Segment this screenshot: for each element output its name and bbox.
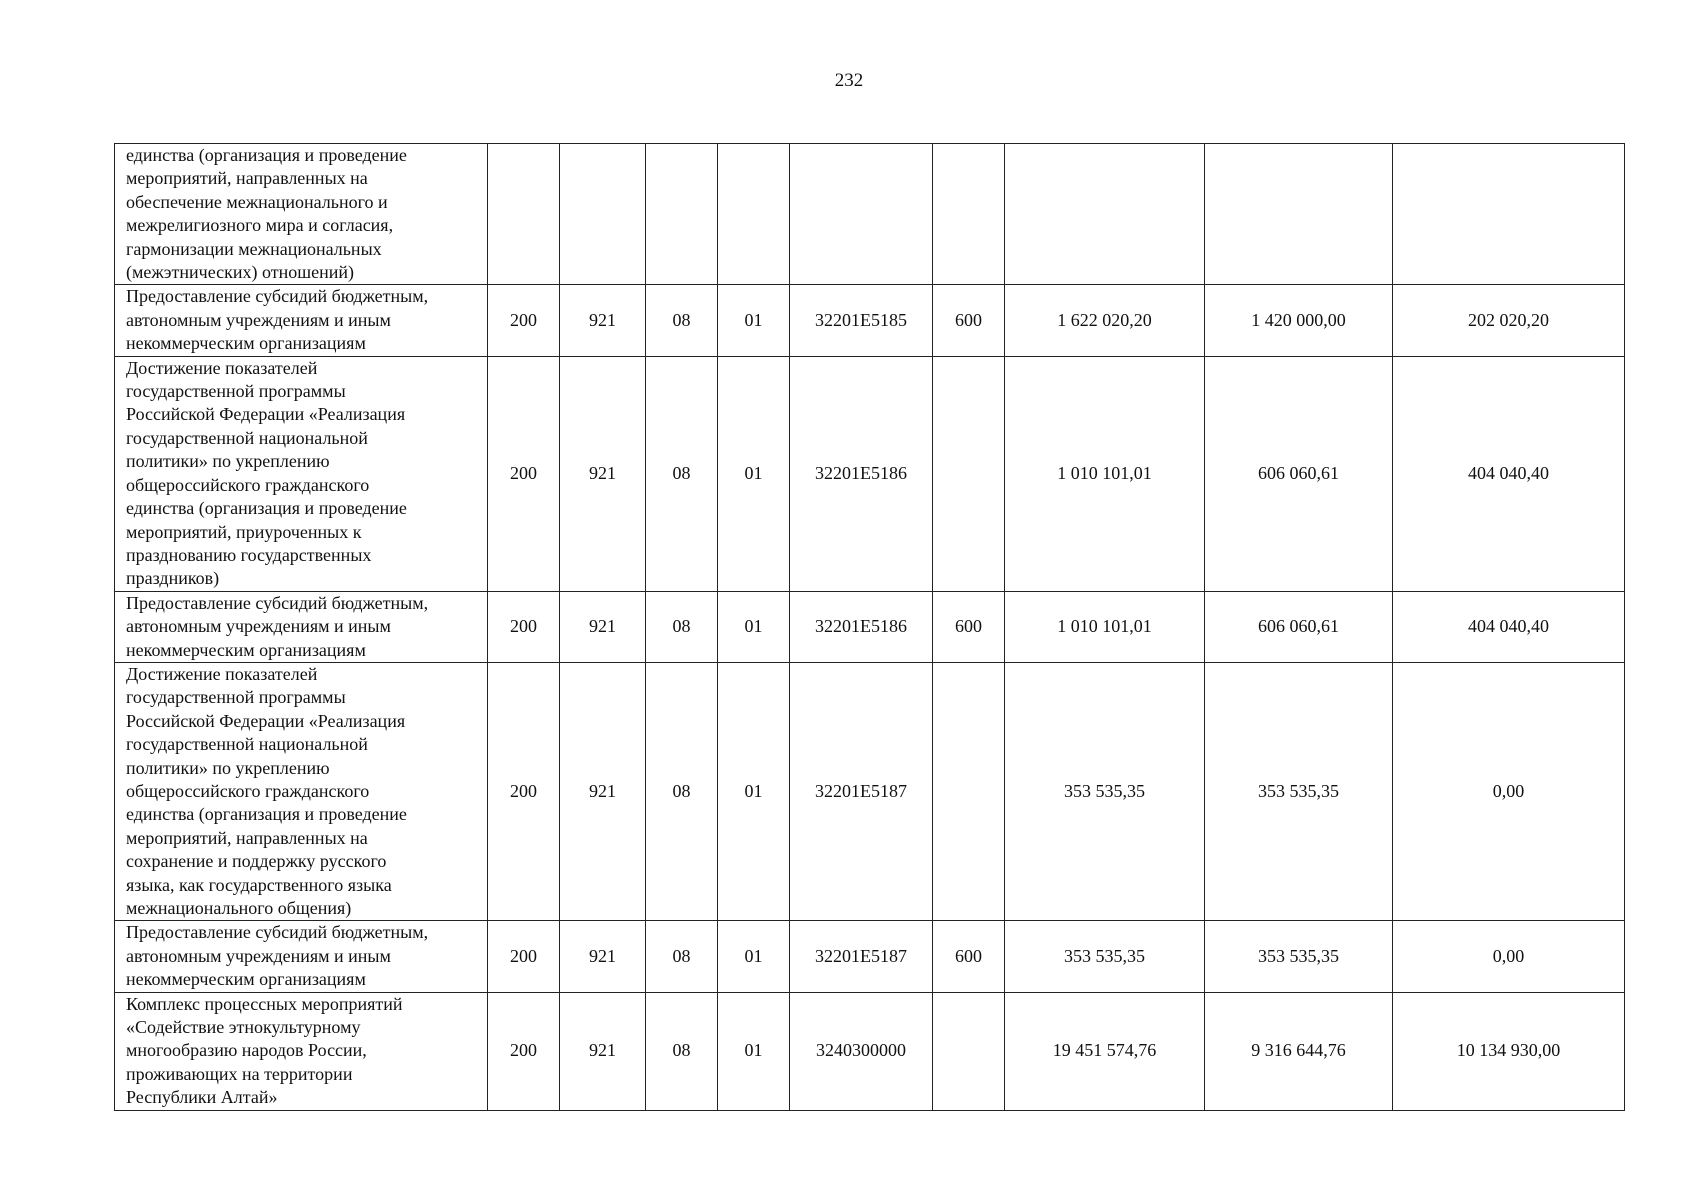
target-article-cell (790, 144, 933, 285)
description-line: государственной национальной (126, 427, 368, 448)
ministry-cell: 921 (560, 285, 646, 356)
subchapter-cell (718, 144, 790, 285)
section-cell: 200 (488, 921, 560, 992)
chapter-cell: 08 (646, 591, 718, 662)
ministry-cell (560, 144, 646, 285)
total-amount-cell: 19 451 574,76 (1005, 992, 1205, 1110)
description-cell (115, 992, 488, 1110)
expense-type-cell (933, 992, 1005, 1110)
description-line: государственной программы (126, 381, 346, 402)
section-cell (488, 144, 560, 285)
description-line: многообразию народов России, (126, 1040, 367, 1061)
republic-amount-cell: 0,00 (1393, 921, 1625, 992)
subchapter-cell: 01 (718, 662, 790, 920)
total-amount-cell: 1 622 020,20 (1005, 285, 1205, 356)
republic-amount-cell: 404 040,40 (1393, 591, 1625, 662)
expense-type-cell: 600 (933, 921, 1005, 992)
description-line: Республики Алтай» (126, 1087, 278, 1108)
expense-type-cell (933, 356, 1005, 591)
federal-amount-cell: 9 316 644,76 (1205, 992, 1393, 1110)
chapter-cell (646, 144, 718, 285)
description-line: Предоставление субсидий бюджетным, (126, 922, 429, 943)
description-cell (115, 144, 488, 285)
table-row (115, 662, 1625, 920)
section-cell: 200 (488, 992, 560, 1110)
table-row (115, 356, 1625, 591)
target-article-cell: 3240300000 (790, 992, 933, 1110)
subchapter-cell: 01 (718, 992, 790, 1110)
description-line: единства (организация и проведение (126, 804, 407, 825)
target-article-cell: 32201E5187 (790, 921, 933, 992)
target-article-cell: 32201E5186 (790, 591, 933, 662)
chapter-cell: 08 (646, 921, 718, 992)
expense-type-cell (933, 144, 1005, 285)
federal-amount-cell: 353 535,35 (1205, 921, 1393, 992)
subchapter-cell: 01 (718, 921, 790, 992)
description-line: политики» по укреплению (126, 757, 330, 778)
description-line: автономным учреждениям и иным (126, 309, 391, 330)
description-cell (115, 921, 488, 992)
description-line: языка, как государственного языка (126, 874, 392, 895)
description-line: общероссийского гражданского (126, 474, 370, 495)
description-line: мероприятий, направленных на (126, 827, 368, 848)
budget-table (114, 143, 1625, 1111)
target-article-cell: 32201E5185 (790, 285, 933, 356)
ministry-cell: 921 (560, 591, 646, 662)
republic-amount-cell (1393, 144, 1625, 285)
total-amount-cell: 353 535,35 (1005, 662, 1205, 920)
description-line: межрелигиозного мира и согласия, (126, 215, 394, 236)
table-row (115, 921, 1625, 992)
expense-type-cell (933, 662, 1005, 920)
table-row (115, 992, 1625, 1110)
description-line: государственной программы (126, 687, 346, 708)
description-line: Комплекс процессных мероприятий (126, 993, 403, 1014)
description-line: Российской Федерации «Реализация (126, 404, 406, 425)
description-line: Достижение показателей (126, 357, 318, 378)
description-cell (115, 662, 488, 920)
description-line: (межэтнических) отношений) (126, 262, 355, 283)
total-amount-cell: 1 010 101,01 (1005, 591, 1205, 662)
table-body (115, 144, 1625, 1111)
section-cell: 200 (488, 356, 560, 591)
total-amount-cell: 353 535,35 (1005, 921, 1205, 992)
description-line: Предоставление субсидий бюджетным, (126, 286, 429, 307)
table-row (115, 144, 1625, 285)
target-article-cell: 32201E5186 (790, 356, 933, 591)
description-line: Российской Федерации «Реализация (126, 710, 406, 731)
republic-amount-cell: 202 020,20 (1393, 285, 1625, 356)
description-line: обеспечение межнационального и (126, 191, 388, 212)
description-line: проживающих на территории (126, 1063, 353, 1084)
chapter-cell: 08 (646, 662, 718, 920)
description-line: единства (организация и проведение (126, 498, 407, 519)
description-cell (115, 285, 488, 356)
description-line: некоммерческим организациям (126, 969, 366, 990)
description-line: автономным учреждениям и иным (126, 945, 391, 966)
subchapter-cell: 01 (718, 285, 790, 356)
federal-amount-cell (1205, 144, 1393, 285)
chapter-cell: 08 (646, 285, 718, 356)
description-line: праздников) (126, 568, 220, 589)
description-line: некоммерческим организациям (126, 639, 366, 660)
chapter-cell: 08 (646, 992, 718, 1110)
description-cell (115, 591, 488, 662)
description-line: сохранение и поддержку русского (126, 851, 387, 872)
subchapter-cell: 01 (718, 591, 790, 662)
chapter-cell: 08 (646, 356, 718, 591)
ministry-cell: 921 (560, 992, 646, 1110)
description-line: гармонизации межнациональных (126, 238, 382, 259)
section-cell: 200 (488, 591, 560, 662)
total-amount-cell: 1 010 101,01 (1005, 356, 1205, 591)
description-line: Предоставление субсидий бюджетным, (126, 592, 429, 613)
description-line: Достижение показателей (126, 663, 318, 684)
total-amount-cell (1005, 144, 1205, 285)
expense-type-cell: 600 (933, 591, 1005, 662)
subchapter-cell: 01 (718, 356, 790, 591)
target-article-cell: 32201E5187 (790, 662, 933, 920)
table-row (115, 285, 1625, 356)
section-cell: 200 (488, 662, 560, 920)
federal-amount-cell: 606 060,61 (1205, 356, 1393, 591)
federal-amount-cell: 353 535,35 (1205, 662, 1393, 920)
ministry-cell: 921 (560, 356, 646, 591)
description-line: межнационального общения) (126, 898, 352, 918)
ministry-cell: 921 (560, 921, 646, 992)
description-line: некоммерческим организациям (126, 333, 366, 354)
republic-amount-cell: 404 040,40 (1393, 356, 1625, 591)
description-line: мероприятий, направленных на (126, 168, 368, 189)
description-line: автономным учреждениям и иным (126, 616, 391, 637)
description-line: политики» по укреплению (126, 451, 330, 472)
description-line: государственной национальной (126, 734, 368, 755)
description-line: празднованию государственных (126, 544, 372, 565)
table-row (115, 591, 1625, 662)
republic-amount-cell: 10 134 930,00 (1393, 992, 1625, 1110)
ministry-cell: 921 (560, 662, 646, 920)
description-line: «Содействие этнокультурному (126, 1017, 361, 1038)
description-line: мероприятий, приуроченных к (126, 521, 362, 542)
description-line: единства (организация и проведение (126, 145, 407, 165)
page-number: 232 (834, 70, 864, 91)
description-cell (115, 356, 488, 591)
federal-amount-cell: 606 060,61 (1205, 591, 1393, 662)
expense-type-cell: 600 (933, 285, 1005, 356)
description-line: общероссийского гражданского (126, 780, 370, 801)
federal-amount-cell: 1 420 000,00 (1205, 285, 1393, 356)
section-cell: 200 (488, 285, 560, 356)
republic-amount-cell: 0,00 (1393, 662, 1625, 920)
